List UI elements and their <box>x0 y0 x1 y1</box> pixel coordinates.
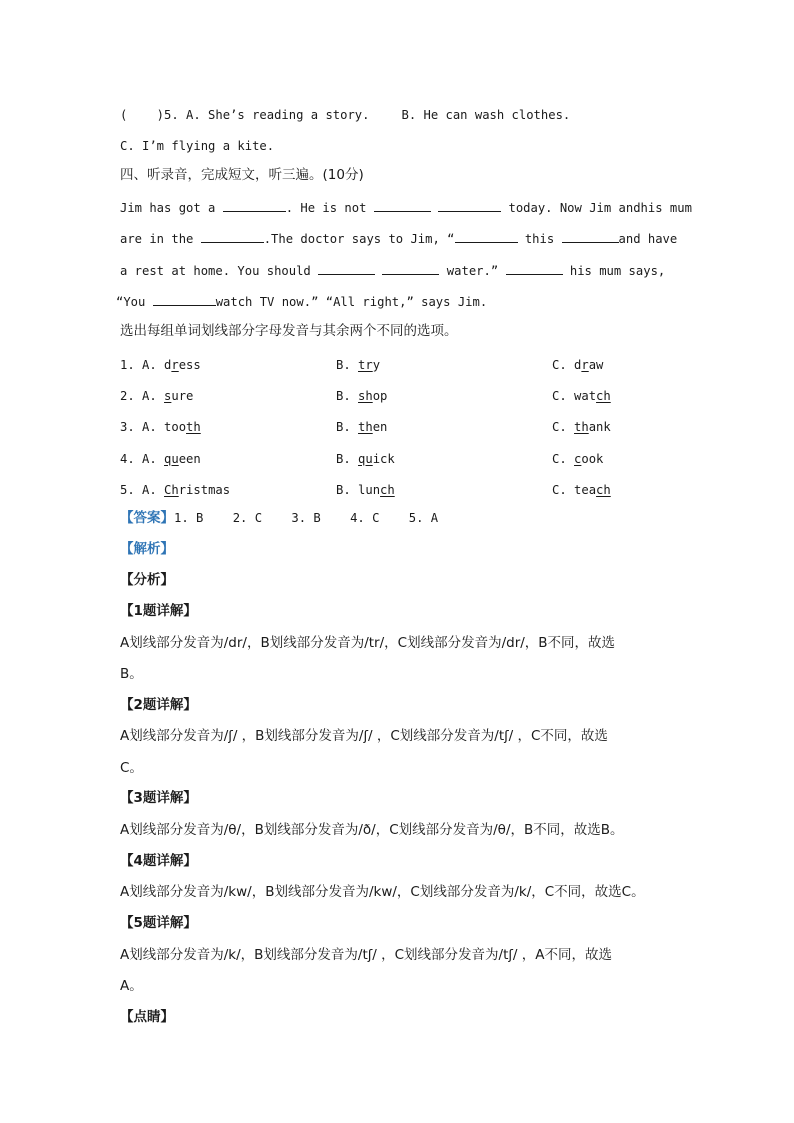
blank-10[interactable] <box>153 294 216 306</box>
option-a: 1. A. dress <box>120 358 201 372</box>
passage-line-2: are in the .The doctor says to Jim, “ this and have <box>120 232 678 246</box>
detail-1-text-cont: B。 <box>120 666 143 682</box>
blank-6[interactable] <box>562 231 619 243</box>
detail-3-heading: 【3题详解】 <box>120 790 197 806</box>
passage-line-3: a rest at home. You should water.” his mum says, <box>120 264 666 278</box>
blank-5[interactable] <box>455 231 518 243</box>
detail-4-heading: 【4题详解】 <box>120 853 197 869</box>
fenxi-heading: 【分析】 <box>120 572 174 588</box>
q5-text: ( )5. A. She’s reading a story. <box>120 108 370 122</box>
detail-1-text: A划线部分发音为/dr/，B划线部分发音为/tr/，C划线部分发音为/dr/，B不同，故选 <box>120 635 616 651</box>
option-c: C. cook <box>552 452 604 466</box>
phonics-instruction: 选出每组单词划线部分字母发音与其余两个不同的选项。 <box>120 323 458 339</box>
option-c: C. thank <box>552 420 611 434</box>
detail-3-text: A划线部分发音为/θ/，B划线部分发音为/ð/，C划线部分发音为/θ/，B不同，故选B。 <box>120 822 624 838</box>
passage-line-4: “You watch TV now.” “All right,” says Jim. <box>116 295 488 309</box>
detail-2-text-cont: C。 <box>120 760 143 776</box>
dianjing-heading: 【点睛】 <box>120 1009 174 1025</box>
option-c: C. teach <box>552 483 611 497</box>
blank-3[interactable] <box>438 200 501 212</box>
option-b: B. shop <box>336 389 388 403</box>
q5-option-b: B. He can wash clothes. <box>401 108 571 122</box>
blank-2[interactable] <box>374 200 431 212</box>
blank-8[interactable] <box>382 263 439 275</box>
detail-4-text: A划线部分发音为/kw/，B划线部分发音为/kw/，C划线部分发音为/k/，C不同，故选C。 <box>120 884 645 900</box>
option-b: B. try <box>336 358 381 372</box>
blank-1[interactable] <box>223 200 286 212</box>
option-a: 3. A. tooth <box>120 420 201 434</box>
option-b: B. lunch <box>336 483 395 497</box>
detail-2-heading: 【2题详解】 <box>120 697 197 713</box>
option-c: C. draw <box>552 358 604 372</box>
jiexi-heading: 【解析】 <box>120 541 174 557</box>
option-c: C. watch <box>552 389 611 403</box>
passage-line-1: Jim has got a . He is not today. Now Jim andhis mum <box>120 201 692 215</box>
option-b: B. quick <box>336 452 395 466</box>
option-a: 2. A. sure <box>120 389 194 403</box>
blank-7[interactable] <box>318 263 375 275</box>
option-a: 5. A. Christmas <box>120 483 231 497</box>
option-b: B. then <box>336 420 388 434</box>
answer-text: 1. B 2. C 3. B 4. C 5. A <box>174 511 439 525</box>
q5-option-c: C. I’m flying a kite. <box>120 139 275 153</box>
answer-label: 【答案】 <box>120 510 174 526</box>
blank-4[interactable] <box>201 231 264 243</box>
option-a: 4. A. queen <box>120 452 201 466</box>
blank-9[interactable] <box>506 263 563 275</box>
detail-5-text: A划线部分发音为/k/，B划线部分发音为/tʃ/ ，C划线部分发音为/tʃ/ ，A不同，故选 <box>120 947 613 963</box>
q5-line <box>120 107 570 123</box>
detail-1-heading: 【1题详解】 <box>120 603 197 619</box>
answer-line <box>120 510 438 526</box>
detail-5-heading: 【5题详解】 <box>120 915 197 931</box>
detail-2-text: A划线部分发音为/ʃ/ ，B划线部分发音为/ʃ/ ，C划线部分发音为/tʃ/ ，C不同，故选 <box>120 728 608 744</box>
section4-title: 四、听录音，完成短文，听三遍。(10分) <box>120 167 364 183</box>
detail-5-text-cont: A。 <box>120 978 143 994</box>
